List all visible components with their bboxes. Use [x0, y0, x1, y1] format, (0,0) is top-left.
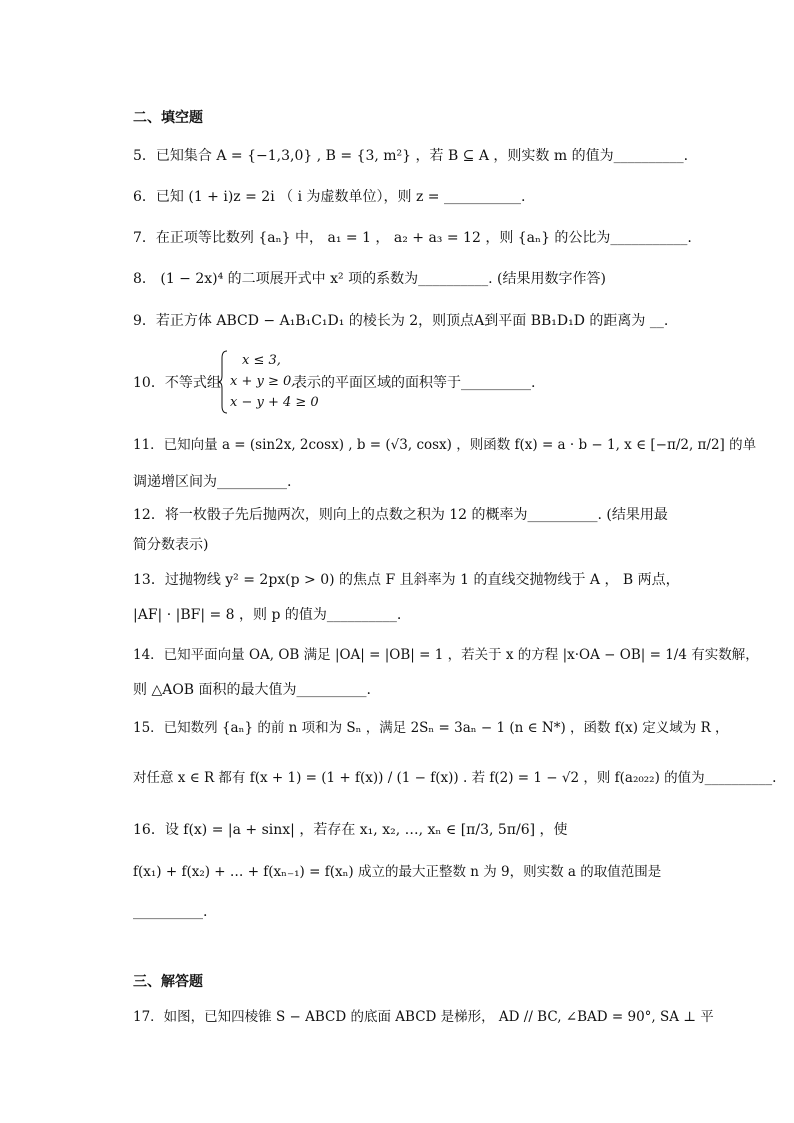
problem-16-line-1: 16．设 f(x) = |a + sinx| ，若存在 x₁, x₂, …, xₙ ∈ [π/3, 5π/6] ，使	[133, 822, 568, 838]
inequality-line-2: x + y ≥ 0,	[230, 374, 296, 389]
problem-10-suffix: 表示的平面区域的面积等于__________.	[293, 375, 536, 391]
section-heading-answer: 三、解答题	[133, 974, 203, 990]
inequality-line-1: x ≤ 3,	[242, 353, 281, 368]
section-heading-fill-blank: 二、填空题	[133, 110, 203, 126]
problem-16-line-2: f(x₁) + f(x₂) + … + f(xₙ₋₁) = f(xₙ) 成立的最大正整数 n 为 9，则实数 a 的取值范围是	[133, 864, 662, 880]
problem-11-line-1: 11．已知向量 a = (sin2x, 2cosx) , b = (√3, cosx) ，则函数 f(x) = a · b − 1, x ∈ [−π/2, π/2] 的单	[133, 437, 757, 453]
problem-10-prefix: 10．不等式组	[133, 375, 221, 391]
problem-6: 6．已知 (1 + i)z = 2i （ i 为虚数单位），则 z = ___________.	[133, 189, 526, 205]
problem-15-line-1: 15．已知数列 {aₙ} 的前 n 项和为 Sₙ ，满足 2Sₙ = 3aₙ − 1 (n ∈ N*) ，函数 f(x) 定义域为 R ，	[133, 720, 729, 736]
problem-12-line-1: 12．将一枚骰子先后抛两次，则向上的点数之积为 12 的概率为__________. (结果用最	[133, 507, 668, 523]
problem-5: 5．已知集合 A = {−1,3,0} , B = {3, m²} ，若 B ⊆ A ，则实数 m 的值为__________.	[133, 148, 689, 164]
problem-14-line-1: 14．已知平面向量 OA, OB 满足 |OA| = |OB| = 1 ，若关于 x 的方程 |x·OA − OB| = 1/4 有实数解，	[133, 647, 759, 663]
problem-15-line-2: 对任意 x ∈ R 都有 f(x + 1) = (1 + f(x)) / (1 − f(x)) . 若 f(2) = 1 − √2 ，则 f(a₂₀₂₂) 的值为__________.	[133, 770, 777, 786]
problem-13-line-1: 13．过抛物线 y² = 2px(p > 0) 的焦点 F 且斜率为 1 的直线交抛物线于 A ， B 两点，	[133, 572, 680, 588]
problem-16-line-3: __________.	[133, 904, 208, 920]
problem-12-line-2: 简分数表示)	[133, 537, 209, 553]
problem-17-line-1: 17．如图，已知四棱锥 S − ABCD 的底面 ABCD 是梯形， AD // BC, ∠BAD = 90°, SA ⊥ 平	[133, 1009, 714, 1025]
problem-8: 8． (1 − 2x)⁴ 的二项展开式中 x² 项的系数为__________. (结果用数字作答)	[133, 271, 606, 287]
problem-11-line-2: 调递增区间为__________.	[133, 474, 292, 490]
left-brace-icon	[218, 350, 228, 414]
problem-7: 7．在正项等比数列 {aₙ} 中， a₁ = 1 ， a₂ + a₃ = 12 ，则 {aₙ} 的公比为___________.	[133, 230, 692, 246]
inequality-line-3: x − y + 4 ≥ 0	[230, 395, 319, 410]
problem-13-line-2: |AF| · |BF| = 8 ，则 p 的值为__________.	[133, 607, 402, 623]
problem-9: 9．若正方体 ABCD − A₁B₁C₁D₁ 的棱长为 2，则顶点A到平面 BB₁D₁D 的距离为 __.	[133, 313, 669, 329]
problem-14-line-2: 则 △AOB 面积的最大值为__________.	[133, 682, 371, 698]
